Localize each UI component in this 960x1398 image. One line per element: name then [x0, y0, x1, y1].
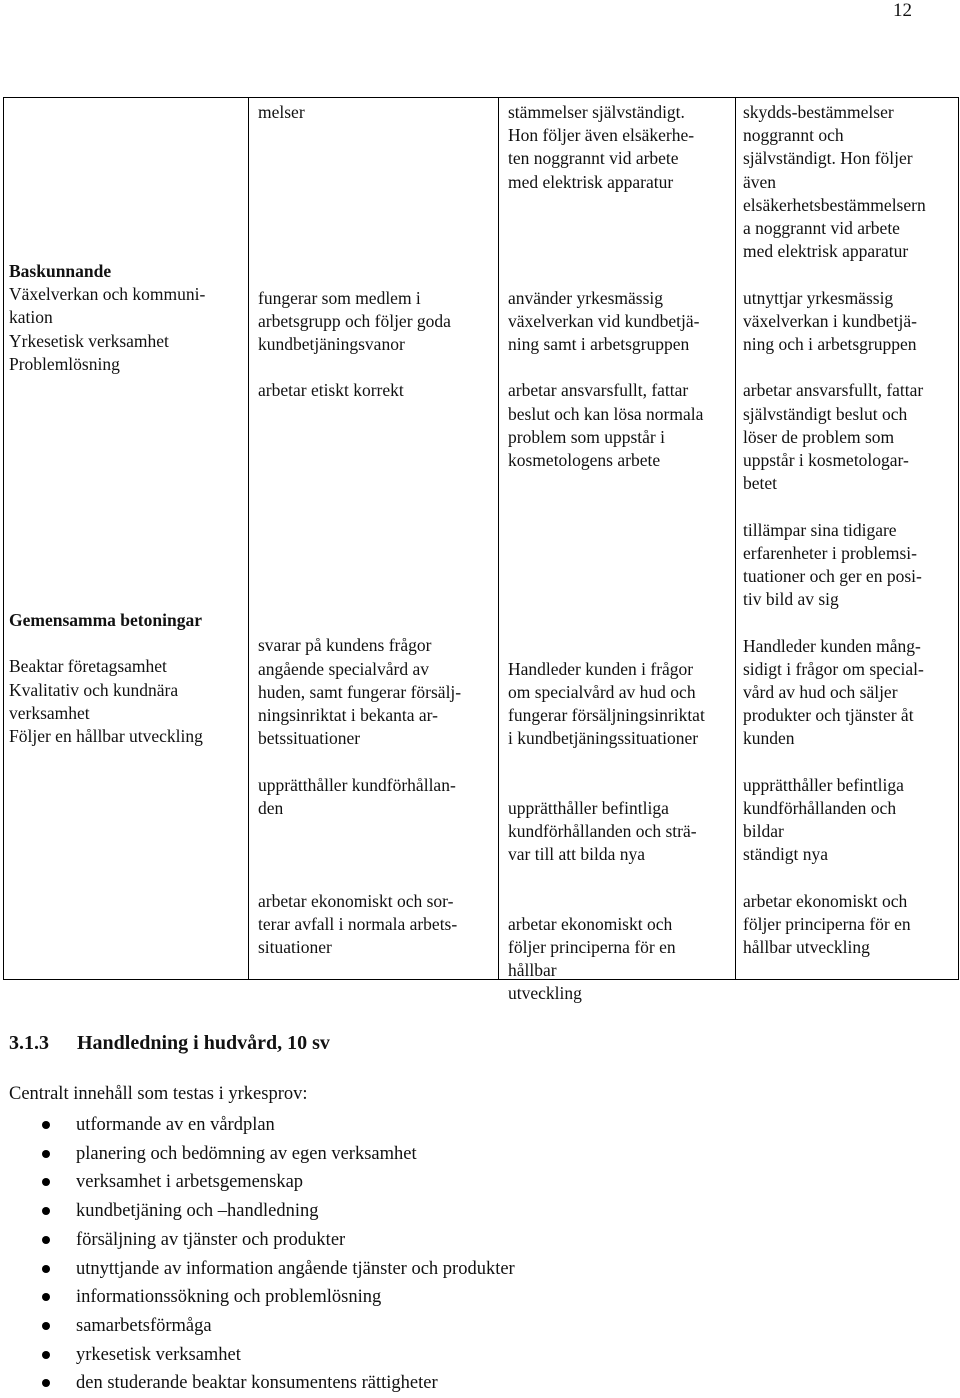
cell-line: Handleder kunden i frågor — [508, 658, 694, 679]
bullet-icon — [42, 1178, 50, 1186]
cell-line: arbetar ansvarsfullt, fattar — [743, 380, 924, 401]
page-number: 12 — [893, 0, 912, 21]
list-item: samarbetsförmåga — [0, 1312, 515, 1341]
bullet-icon — [42, 1207, 50, 1215]
cell-line: var till att bilda nya — [508, 844, 646, 865]
cell-line: arbetar ekonomiskt och — [508, 913, 673, 934]
criteria-item: Problemlösning — [9, 353, 120, 374]
cell-line: hållbar utveckling — [743, 937, 870, 958]
column-divider — [248, 97, 249, 980]
cell-line: tuationer och ger en posi- — [743, 566, 922, 587]
cell-line: utveckling — [508, 983, 582, 1004]
bullet-icon — [42, 1265, 50, 1273]
cell-line: skydds-bestämmelser — [743, 102, 894, 122]
cell-line: upprätthåller kundförhållan- — [258, 774, 456, 795]
cell-line: arbetar etiskt korrekt — [258, 380, 404, 401]
criteria-item: Följer en hållbar utveckling — [9, 726, 203, 746]
column-divider — [498, 97, 499, 980]
cell-line: tillämpar sina tidigare — [743, 519, 897, 540]
cell-line: tiv bild av sig — [743, 589, 839, 610]
section-number: 3.1.3 — [9, 1032, 49, 1054]
cell-line: kunden — [743, 728, 795, 749]
cell-line: med elektrisk apparatur — [743, 241, 909, 262]
list-item: planering och bedömning av egen verksamhet — [0, 1140, 515, 1169]
criteria-heading: Gemensamma betoningar — [9, 610, 202, 630]
cell-line: ten noggrannt vid arbete — [508, 148, 679, 169]
cell-line: fungerar som medlem i — [258, 287, 421, 308]
cell-line: ständigt nya — [743, 844, 829, 865]
bullet-icon — [42, 1379, 50, 1387]
cell-line: upprätthåller befintliga — [508, 797, 669, 818]
cell-line: beslut och kan lösa normala — [508, 403, 704, 424]
section-intro: Centralt innehåll som testas i yrkesprov: — [9, 1084, 308, 1104]
cell-line: följer principerna för en — [743, 914, 911, 935]
bullet-icon — [42, 1150, 50, 1158]
cell-line: uppstår i kosmetologar- — [743, 450, 909, 471]
level-column-good — [508, 101, 732, 1006]
cell-line: kundbetjäningsvanor — [258, 333, 405, 354]
assessment-table — [3, 97, 959, 1004]
list-item: utnyttjande av information angående tjänster och produkter — [0, 1255, 515, 1284]
cell-line: fungerar försäljningsinriktat — [508, 705, 705, 726]
list-item: informationssökning och problemlösning — [0, 1283, 515, 1312]
table-border-bottom — [3, 979, 959, 980]
cell-line: självständigt beslut och — [743, 403, 908, 424]
cell-line: produkter och tjänster åt — [743, 705, 914, 726]
list-item: verksamhet i arbetsgemenskap — [0, 1168, 515, 1197]
cell-line: ningsinriktat i bekanta ar- — [258, 705, 438, 725]
cell-line: ning samt i arbetsgruppen — [508, 333, 690, 354]
cell-line: löser de problem som — [743, 426, 895, 447]
cell-line: växelverkan vid kundbetjä- — [508, 310, 700, 331]
criteria-item: Beaktar företagsamhet — [9, 656, 167, 677]
criteria-item: kation — [9, 307, 53, 328]
cell-line: elsäkerhetsbestämmelsern — [743, 194, 926, 215]
cell-line: den — [258, 797, 284, 818]
criteria-heading: Baskunnande — [9, 261, 112, 281]
cell-line: om specialvård av hud och — [508, 681, 696, 702]
bullet-icon — [42, 1121, 50, 1129]
cell-line: växelverkan i kundbetjä- — [743, 310, 917, 331]
cell-line: bildar — [743, 821, 784, 842]
cell-line: kundförhållanden och strä- — [508, 821, 697, 842]
cell-line: a noggrannt vid arbete — [743, 218, 900, 239]
list-item: yrkesetisk verksamhet — [0, 1341, 515, 1370]
cell-line: använder yrkesmässig — [508, 287, 664, 308]
cell-line: sidigt i frågor om special- — [743, 658, 924, 679]
cell-line: huden, samt fungerar försälj- — [258, 681, 462, 702]
cell-line: kosmetologens arbete — [508, 449, 661, 470]
criteria-item: verksamhet — [9, 702, 90, 723]
cell-line: självständigt. Hon följer — [743, 148, 913, 169]
cell-line: melser — [258, 102, 305, 122]
cell-line: arbetsgrupp och följer goda — [258, 310, 451, 331]
cell-line: upprätthåller befintliga — [743, 774, 904, 795]
criteria-column-top — [9, 260, 245, 376]
level-column-excellent — [743, 101, 956, 959]
cell-line: situationer — [258, 936, 332, 957]
cell-line: betet — [743, 473, 778, 494]
table-border-top — [3, 97, 959, 98]
criteria-item: Växelverkan och kommuni- — [9, 284, 206, 305]
cell-line: problem som uppstår i — [508, 426, 665, 447]
section-heading — [9, 1032, 330, 1055]
cell-line: betssituationer — [258, 728, 361, 749]
bullet-icon — [42, 1351, 50, 1359]
cell-line: noggrannt och — [743, 125, 844, 146]
criteria-item: Yrkesetisk verksamhet — [9, 330, 169, 351]
cell-line: i kundbetjäningssituationer — [508, 728, 699, 749]
cell-line: arbetar ansvarsfullt, fattar — [508, 380, 689, 401]
list-item: den studerande beaktar konsumentens rättigheter — [0, 1369, 515, 1398]
cell-line: vård av hud och säljer — [743, 682, 898, 703]
criteria-item: Kvalitativ och kundnära — [9, 679, 179, 700]
cell-line: Hon följer även elsäkerhe- — [508, 125, 695, 146]
table-border-left — [3, 97, 4, 980]
level-column-satisfactory — [258, 101, 494, 959]
cell-line: utnyttjar yrkesmässig — [743, 287, 894, 308]
list-item: kundbetjäning och –handledning — [0, 1197, 515, 1226]
cell-line: terar avfall i normala arbets- — [258, 913, 458, 934]
cell-line: Handleder kunden mång- — [743, 635, 921, 656]
cell-line: med elektrisk apparatur — [508, 171, 674, 192]
content-list — [0, 1111, 515, 1398]
bullet-icon — [42, 1322, 50, 1330]
cell-line: stämmelser självständigt. — [508, 102, 685, 122]
section-title: Handledning i hudvård, 10 sv — [77, 1032, 330, 1054]
cell-line: svarar på kundens frågor — [258, 635, 432, 656]
cell-line: ning och i arbetsgruppen — [743, 334, 917, 355]
cell-line: även — [743, 171, 777, 192]
cell-line: angående specialvård av — [258, 658, 430, 679]
list-item: försäljning av tjänster och produkter — [0, 1226, 515, 1255]
cell-line: följer principerna för en — [508, 937, 676, 958]
table-border-right — [958, 97, 959, 980]
bullet-icon — [42, 1293, 50, 1301]
list-item: utformande av en vårdplan — [0, 1111, 515, 1140]
cell-line: arbetar ekonomiskt och — [743, 890, 908, 911]
criteria-column-bottom — [9, 609, 245, 748]
cell-line: arbetar ekonomiskt och sor- — [258, 890, 454, 911]
bullet-icon — [42, 1236, 50, 1244]
column-divider — [735, 97, 736, 980]
cell-line: erfarenheter i problemsi- — [743, 542, 917, 563]
cell-line: kundförhållanden och — [743, 798, 897, 819]
cell-line: hållbar — [508, 960, 557, 981]
